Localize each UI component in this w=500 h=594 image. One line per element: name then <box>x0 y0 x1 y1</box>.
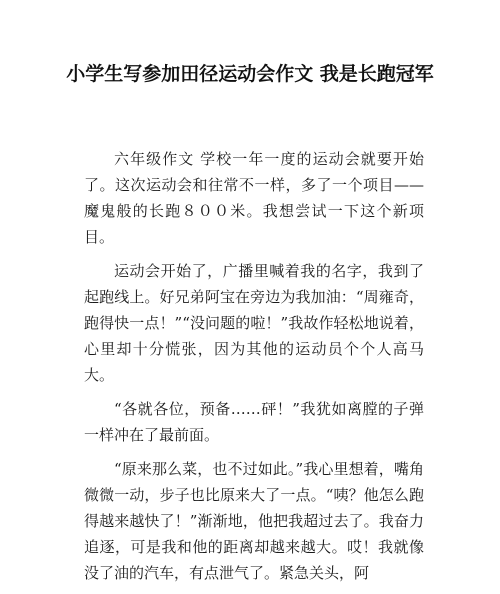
paragraph: “原来那么菜，也不过如此。”我心里想着，嘴角微微一动，步子也比原来大了一点。“咦？他怎么跑得越来越快了！”渐渐地，他把我超过去了。我奋力追逐，可是我和他的距离却越来越大。哎！我就像没了油的汽车，有点泄气了。紧急关头，阿 <box>84 460 424 582</box>
paragraph: 六年级作文 学校一年一度的运动会就要开始了。这次运动会和往常不一样，多了一个项目——魔鬼般的长跑８００米。我想尝试一下这个新项目。 <box>84 150 424 246</box>
document-body <box>84 146 424 594</box>
paragraph: “各就各位，预备……砰！”我犹如离膛的子弹一样冲在了最前面。 <box>84 400 424 444</box>
document-title: 小学生写参加田径运动会作文 我是长跑冠军 <box>66 63 434 85</box>
paragraph: 运动会开始了，广播里喊着我的名字，我到了起跑线上。好兄弟阿宝在旁边为我加油：“周雍奇，跑得快一点！”“没问题的啦！”我故作轻松地说着，心里却十分慌张，因为其他的运动员个个人高马大。 <box>84 262 424 384</box>
